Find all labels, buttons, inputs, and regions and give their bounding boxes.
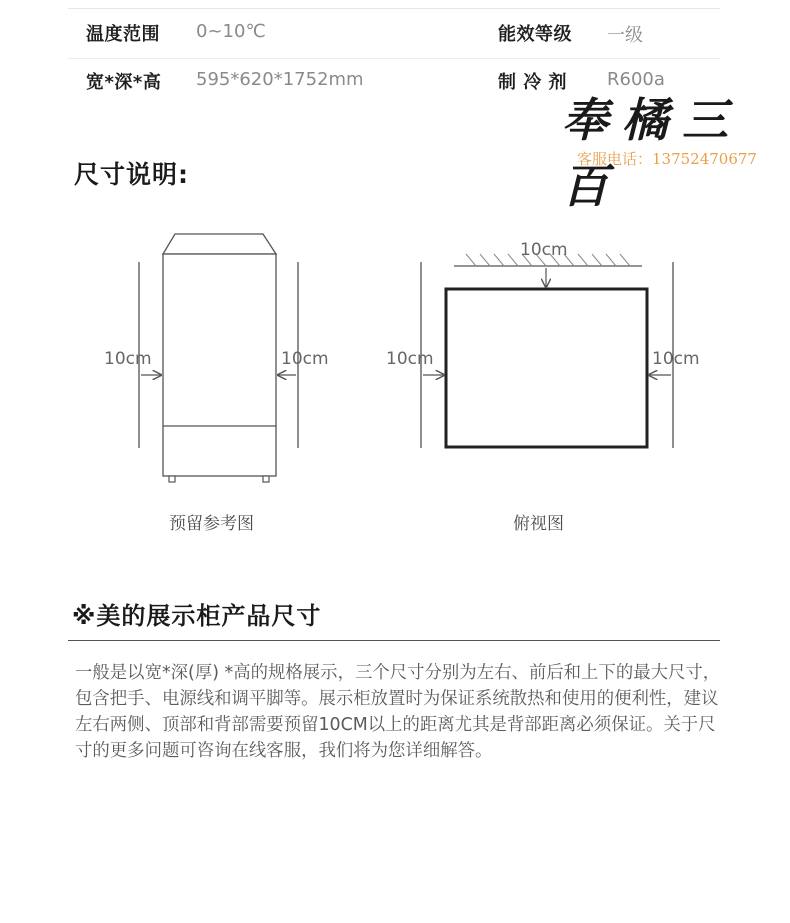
- section-divider: [68, 640, 720, 641]
- top-right-clearance-label: 10cm: [652, 349, 700, 369]
- cabinet-foot-right: [263, 476, 269, 482]
- table-row-divider: [68, 58, 720, 59]
- top-left-clearance-label: 10cm: [386, 349, 434, 369]
- spec-label-dimensions: 宽*深*高: [86, 72, 162, 93]
- cabinet-body: [163, 254, 276, 476]
- front-right-clearance-label: 10cm: [281, 349, 329, 369]
- spec-value-refrigerant: R600a: [607, 69, 665, 90]
- front-left-clearance-label: 10cm: [104, 349, 152, 369]
- top-view-diagram: [386, 240, 700, 448]
- cabinet-top-shape: [163, 234, 276, 254]
- front-view-diagram: [104, 234, 329, 482]
- clearance-diagrams: [0, 210, 790, 510]
- product-section-title: ※美的展示柜产品尺寸: [72, 602, 322, 630]
- spec-value-energy-grade: 一级: [607, 25, 643, 46]
- watermark-logo: 奉橘三百: [562, 93, 742, 213]
- spec-value-dimensions: 595*620*1752mm: [196, 69, 364, 90]
- cabinet-top-view: [446, 289, 647, 447]
- spec-label-refrigerant: 制 冷 剂: [498, 72, 568, 93]
- cabinet-foot-left: [169, 476, 175, 482]
- watermark-phone: 客服电话：13752470677: [577, 150, 757, 168]
- spec-label-temperature: 温度范围: [86, 24, 160, 45]
- product-size-description: 一般是以宽*深(厚) *高的规格展示，三个尺寸分别为左右、前后和上下的最大尺寸，包含把手、电源线和调平脚等。展示柜放置时为保证系统散热和使用的便利性，建议左右两侧、顶部和背部需要预留10CM以上的距离尤其是背部距离必须保证。关于尺寸的更多问题可咨询在线客服，我们将为您详细解答。: [75, 663, 721, 761]
- top-back-clearance-label: 10cm: [520, 240, 568, 260]
- spec-label-energy-grade: 能效等级: [498, 24, 572, 45]
- front-view-caption: 预留参考图: [169, 514, 254, 534]
- table-top-border: [68, 8, 720, 9]
- spec-value-temperature: 0~10℃: [196, 21, 266, 42]
- top-view-caption: 俯视图: [513, 514, 564, 534]
- dimensions-section-title: 尺寸说明:: [74, 160, 189, 189]
